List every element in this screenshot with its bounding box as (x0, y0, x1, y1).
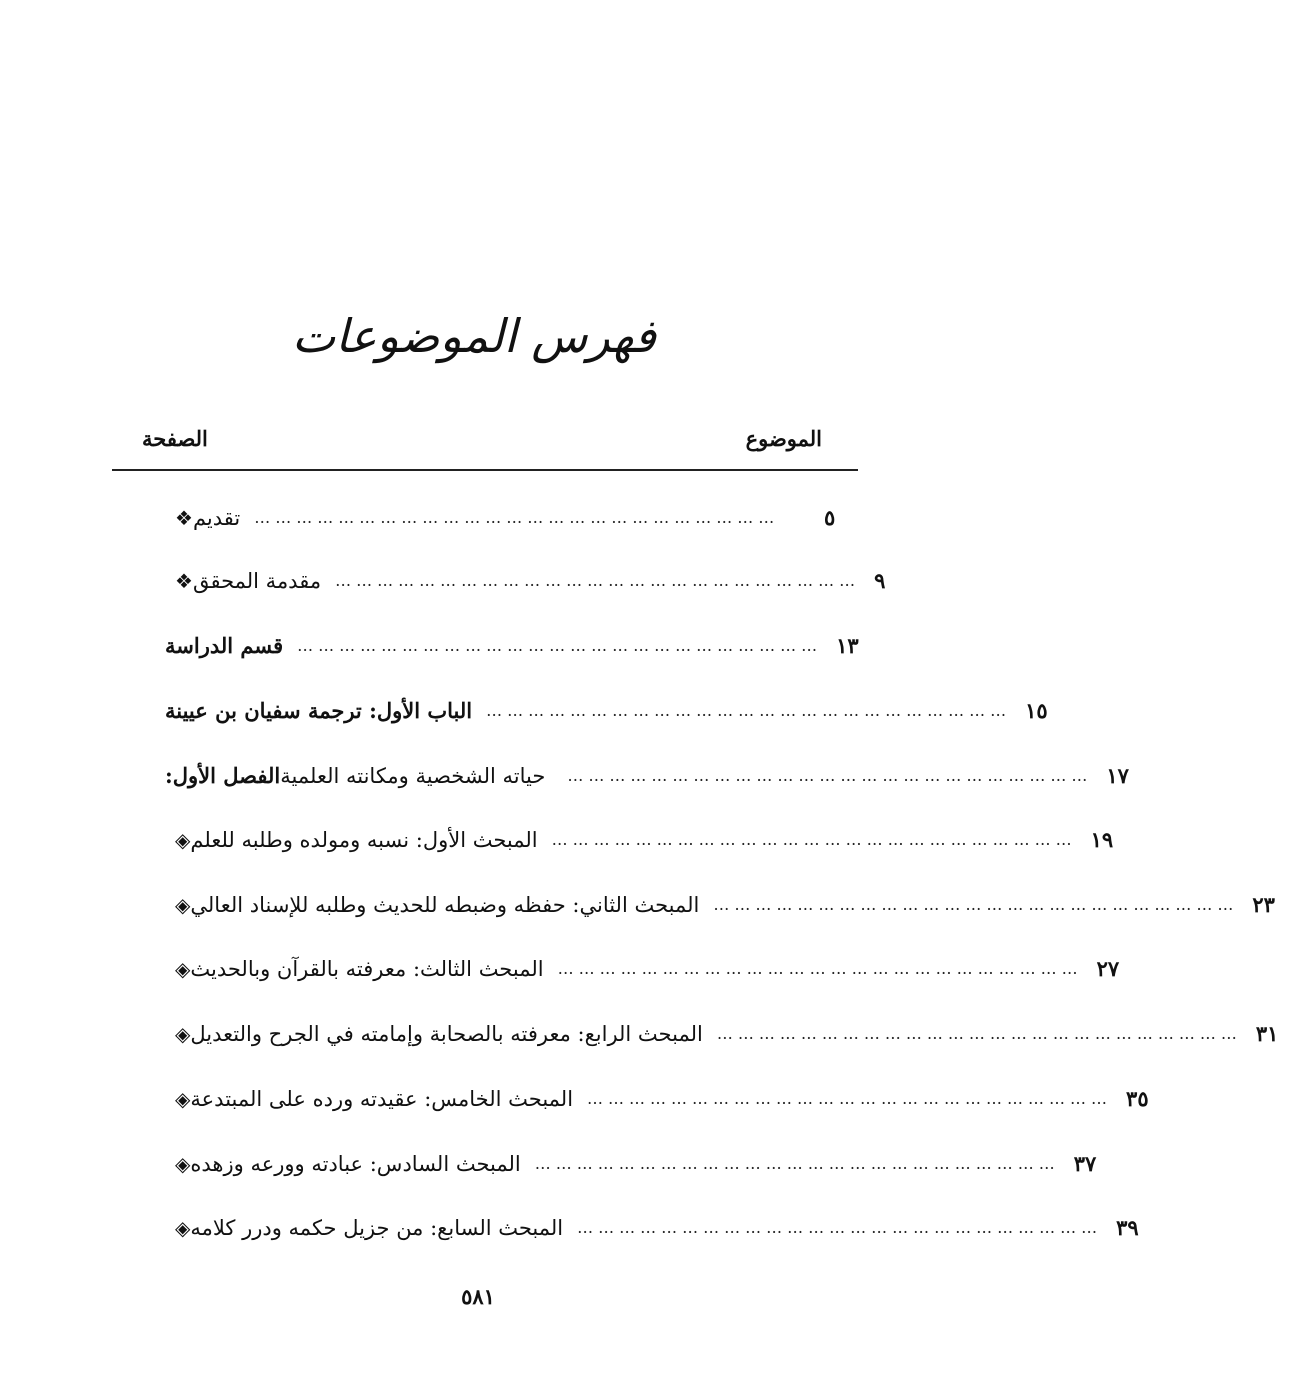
leader-dots: ………………………………………………………………… (567, 766, 1093, 785)
toc-entry-label: المبحث الأول: نسبه ومولده وطلبه للعلم (190, 828, 538, 852)
toc-entry-page: ١٧ (1106, 763, 1129, 788)
toc-entry (165, 887, 1275, 923)
toc-entry-page: ١٥ (1025, 698, 1048, 723)
toc-entry-page: ٣٥ (1126, 1086, 1149, 1111)
diamond-bullet-icon: ◈ (175, 893, 191, 917)
toc-entry (165, 693, 1048, 729)
leader-dots: ………………………………………………………………… (486, 701, 1012, 720)
toc-entry-page: ٥ (824, 505, 836, 530)
leader-dots: ………………………………………………………………… (587, 1089, 1113, 1108)
toc-entry-page: ١٣ (836, 633, 859, 658)
toc-entry-label: المبحث الرابع: معرفته بالصحابة وإمامته في الجرح والتعديل (190, 1022, 703, 1046)
leader-dots: ………………………………………………………………… (577, 1218, 1103, 1237)
toc-entry-page: ٢٧ (1096, 956, 1120, 981)
diamond-bullet-icon: ◈ (175, 1087, 191, 1111)
diamond-bullet-icon: ◈ (175, 828, 191, 852)
diamond-bullet-icon: ◈ (175, 1022, 191, 1046)
toc-entry-label-prefix: الفصل الأول: (165, 763, 281, 788)
leader-dots: ………………………………………………………………… (557, 959, 1083, 978)
toc-entry-page: ٣٧ (1073, 1151, 1097, 1176)
page-number: ٥٨١ (461, 1284, 495, 1309)
toc-entry (165, 822, 1114, 858)
toc-entry (165, 1016, 1279, 1052)
toc-entry-label: المبحث الخامس: عقيدته ورده على المبتدعة (190, 1087, 574, 1111)
toc-entry-label: المبحث السادس: عبادته وورعه وزهده (190, 1152, 521, 1176)
toc-entry (165, 563, 886, 599)
leader-dots: ………………………………………………………………… (335, 571, 861, 590)
toc-entry-label: الباب الأول: ترجمة سفيان بن عيينة (165, 698, 473, 723)
header-divider (112, 469, 858, 471)
toc-entry (165, 500, 858, 536)
toc-entry-label: المبحث الثالث: معرفته بالقرآن وبالحديث (190, 957, 544, 981)
toc-entry-label: المبحث السابع: من جزيل حكمه ودرر كلامه (190, 1216, 564, 1240)
diamond-bullet-icon: ◈ (175, 957, 191, 981)
toc-entry-page: ٩ (874, 568, 886, 593)
bullet-icon: ❖ (175, 506, 193, 530)
toc-entry (165, 1210, 1139, 1246)
diamond-bullet-icon: ◈ (175, 1152, 191, 1176)
toc-entry-page: ١٩ (1090, 827, 1114, 852)
leader-dots: ………………………………………………………………… (254, 508, 780, 527)
toc-entry-label: قسم الدراسة (165, 633, 284, 658)
leader-dots: ………………………………………………………………… (551, 830, 1077, 849)
toc-entry-label: المبحث الثاني: حفظه وضبطه للحديث وطلبه للإسناد العالي (190, 893, 700, 917)
leader-dots: ………………………………………………………………… (297, 636, 823, 655)
toc-entry-page: ٣١ (1255, 1021, 1279, 1046)
toc-entry (165, 628, 860, 664)
topic-column-header: الموضوع (745, 426, 822, 451)
leader-dots: ………………………………………………………………… (534, 1154, 1060, 1173)
toc-entry (165, 1146, 1097, 1182)
toc-entry (165, 1081, 1149, 1117)
bullet-icon: ❖ (175, 569, 193, 593)
toc-entry-page: ٢٣ (1252, 892, 1275, 917)
toc-entry-label: تقديم (192, 506, 241, 530)
page-column-header: الصفحة (142, 426, 208, 451)
diamond-bullet-icon: ◈ (175, 1216, 191, 1240)
toc-entry-label: حياته الشخصية ومكانته العلمية (280, 764, 546, 788)
toc-entry-label: مقدمة المحقق (192, 569, 322, 593)
leader-dots: ………………………………………………………………… (713, 895, 1239, 914)
page-title: فهرس الموضوعات (291, 309, 657, 363)
leader-dots: ………………………………………………………………… (716, 1024, 1242, 1043)
toc-entry (165, 758, 1129, 794)
toc-entry (165, 951, 1120, 987)
toc-entry-page: ٣٩ (1116, 1215, 1139, 1240)
